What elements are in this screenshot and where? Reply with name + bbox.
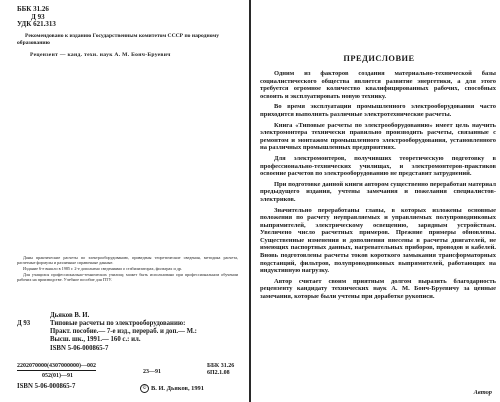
catalog-index: Д 93 xyxy=(17,320,31,327)
preface-paragraph: Для электромонтеров, получивших теоретическую подготовку в профессионально-технических училищах, и электромонтеров-практиков освоение расчетов по электрооборудованию не представит затруднений. xyxy=(260,154,496,178)
annotation-paragraph: Для учащихся профессионально-технических училищ; может быть использовано при профессиональном обучении рабочих на производстве. Учебное пособие для ПТУ. xyxy=(17,272,238,282)
preface-signature: Автор xyxy=(473,389,492,396)
left-page xyxy=(0,0,243,402)
catalog-line: Практ. пособие.— 7-е изд., перераб. и доп.— М.: xyxy=(50,328,197,336)
formula-bbk xyxy=(207,363,234,377)
author-mark-code: Д 93 xyxy=(31,12,45,21)
formula-numerator: 2202070000(4307000000)—002 xyxy=(17,363,96,369)
annotation xyxy=(17,255,238,283)
catalog-line: Типовые расчеты по электрооборудованию: xyxy=(50,320,186,327)
bbk-code: ББК 31.26 xyxy=(17,5,49,13)
catalog-isbn: ISBN 5-06-000865-7 xyxy=(50,344,109,352)
catalog-line: Высш. шк., 1991.— 160 с.: ил. xyxy=(50,336,141,344)
formula-bbk-main: ББК 31.26 xyxy=(207,363,235,369)
preface-paragraph: Во время эксплуатации промышленного электрооборудования часто приходится выполнять различные электротехнические расчеты. xyxy=(260,103,496,118)
isbn: ISBN 5-06-000865-7 xyxy=(17,383,76,390)
right-page xyxy=(258,0,500,402)
reviewer-line: Рецензент — канд. техн. наук А. М. Бонч-Бруевич xyxy=(30,52,171,58)
formula-denominator: 052(01)—91 xyxy=(42,373,73,379)
recommendation-note: Рекомендовано к изданию Государственным комитетом СССР по народному образованию xyxy=(17,33,219,46)
catalog-description xyxy=(50,320,241,353)
udk-code: УДК 621.313 xyxy=(17,20,56,29)
preface-title: ПРЕДИСЛОВИЕ xyxy=(343,54,415,63)
copyright-text: В. И. Дьяков, 1991 xyxy=(151,384,204,392)
annotation-paragraph: Издание 6-е вышло в 1985 г. 2-е дополнено сведениями о стабилизаторах, фильтрах и др. xyxy=(23,266,183,271)
preface-paragraph: Одним из факторов создания материально-технической базы социалистического общества является развитие энергетики, а для этого требуется огромное количество квалифицированных рабочих, способных освоить и эксплуатировать новую технику. xyxy=(260,70,496,100)
preface-body xyxy=(260,70,496,304)
page-divider xyxy=(249,0,251,402)
formula-tail: 23—91 xyxy=(143,369,161,375)
preface-paragraph: Книга «Типовые расчеты по электрооборудованию» имеет цель научить электромонтера технически правильно производить расчеты, связанные с ремонтом и монтажом промышленного электрооборудования, установленного на различных промышленных предприятиях. xyxy=(260,121,496,152)
copyright-icon: © xyxy=(140,384,149,393)
copyright xyxy=(140,384,204,393)
preface-paragraph: При подготовке данной книги автором существенно переработан материал предыдущего издания, учтены замечания и пожелания специалистов-электриков. xyxy=(260,180,496,203)
classification-codes xyxy=(17,6,56,29)
catalog-author: Дьяков В. И. xyxy=(50,312,90,319)
formula-bbk-sub: 6П2.1.08 xyxy=(207,370,230,376)
preface-paragraph: Значительно переработаны главы, в которых изложены основные положения по расчету неуправляемых и управляемых полупроводниковых выпрямителей, электрическому освещению, зарядным устройствам. Увеличено число расчетных примеров. Прежние примеры обновлены. Существенные изменения и дополнения внесены в расчеты двигателей, не имеющих паспортных данных, нагревательных приборов, проводов и кабелей. Вновь подготовлены расчеты токов короткого замыкания трансформаторных подстанций, фильтров, полупроводниковых выпрямителей, работающих на индуктивную нагрузку. xyxy=(260,206,496,275)
annotation-paragraph: Даны практические расчеты по электрооборудованию, приведены теоретические сведения, методика расчета, расчетные формулы и различные справочные данные. xyxy=(17,255,238,265)
preface-paragraph: Автор считает своим приятным долгом выразить благодарность рецензенту кандидату технических наук А. М. Бонч-Бруевичу за ценные замечания, которые были учтены при доработке рукописи. xyxy=(260,277,496,301)
